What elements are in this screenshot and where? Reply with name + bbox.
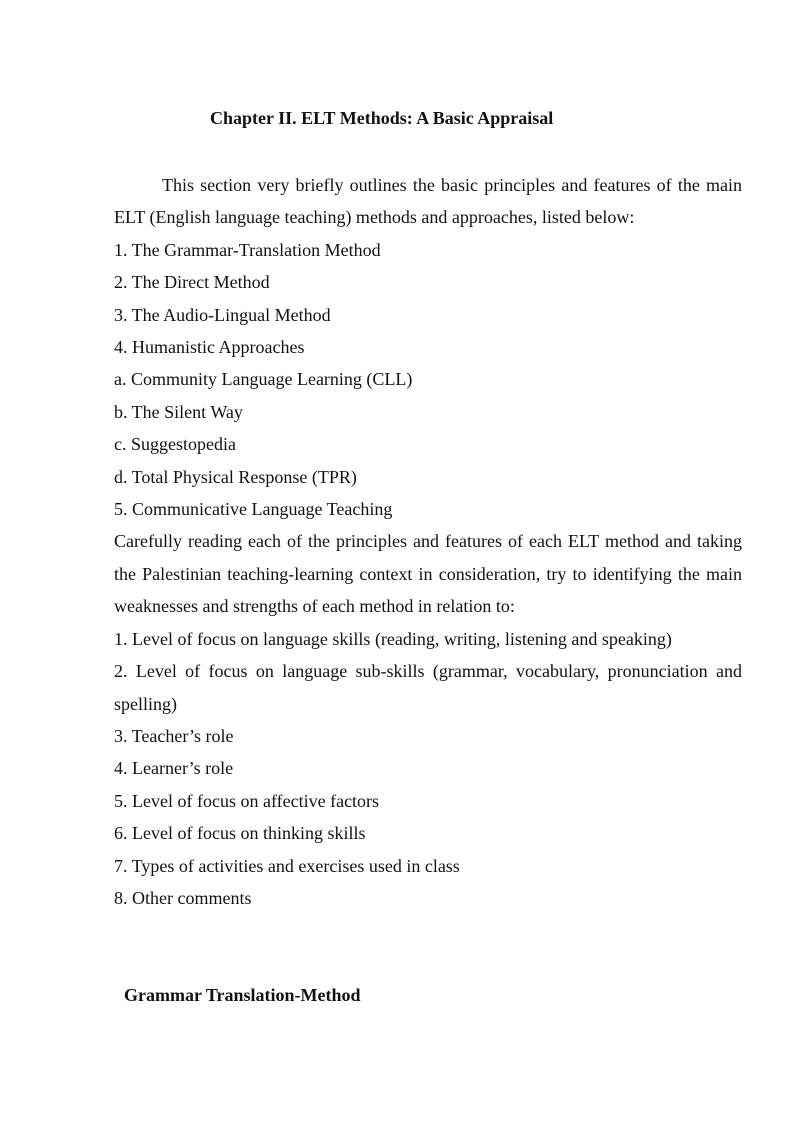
intro-paragraph: This section very briefly outlines the basic principles and features of the main ELT (English language teaching) methods and approaches, listed below: (114, 175, 742, 228)
list-item: 4. Humanistic Approaches (114, 337, 305, 358)
list-item: 5. Communicative Language Teaching (114, 499, 393, 520)
body-text (114, 169, 742, 914)
list-item: 3. Teacher’s role (114, 725, 234, 746)
list-item: 3. The Audio-Lingual Method (114, 304, 331, 325)
list-item: 5. Level of focus on affective factors (114, 790, 380, 811)
list-item: 7. Types of activities and exercises used in class (114, 855, 460, 876)
chapter-title: Chapter II. ELT Methods: A Basic Appraisal (210, 108, 554, 128)
list-item: 1. The Grammar-Translation Method (114, 239, 381, 260)
list-item: c. Suggestopedia (114, 434, 236, 455)
methods-list (114, 234, 742, 526)
list-item: 4. Learner’s role (114, 758, 234, 779)
section-heading: Grammar Translation-Method (124, 985, 361, 1005)
list-item: b. The Silent Way (114, 401, 243, 422)
task-paragraph: Carefully reading each of the principles and features of each ELT method and taking the Palestinian teaching-learning context in consideration, try to identifying the main weaknesses and strengths of each method in relation to: (114, 531, 742, 617)
list-item: a. Community Language Learning (CLL) (114, 369, 413, 390)
list-item: 8. Other comments (114, 887, 252, 908)
list-item: 1. Level of focus on language skills (reading, writing, listening and speaking) (114, 628, 672, 649)
list-item: 6. Level of focus on thinking skills (114, 823, 366, 844)
list-item: d. Total Physical Response (TPR) (114, 466, 357, 487)
list-item: 2. Level of focus on language sub-skills (grammar, vocabulary, pronunciation and spelling) (114, 661, 742, 714)
list-item: 2. The Direct Method (114, 272, 270, 293)
criteria-list (114, 623, 742, 915)
